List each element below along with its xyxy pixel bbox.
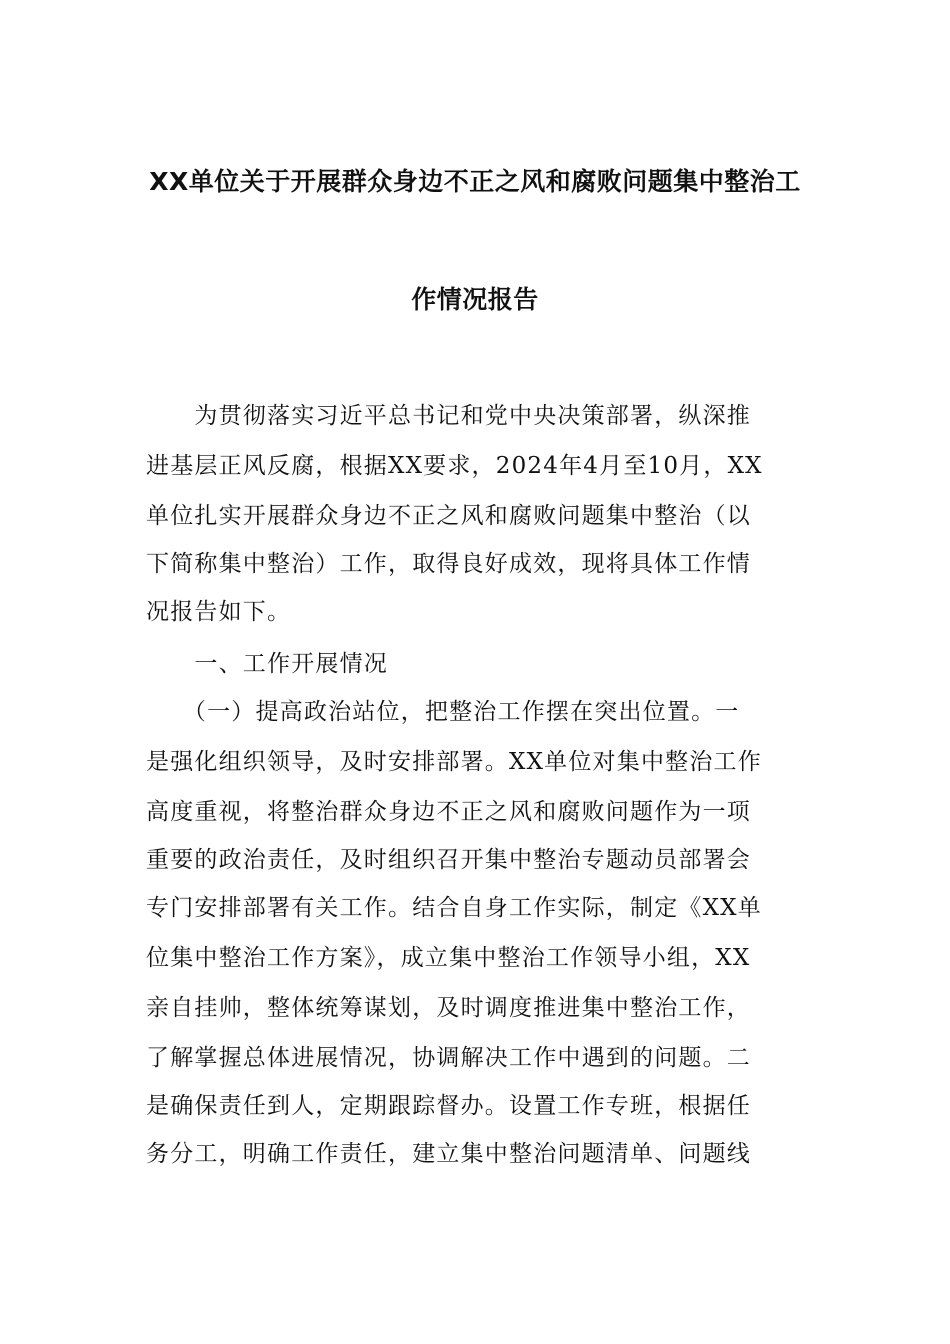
paragraph-line: 务分工，明确工作责任，建立集中整治问题清单、问题线 (146, 1141, 751, 1167)
paragraph-line: 是确保责任到人，定期跟踪督办。设置工作专班，根据任 (146, 1093, 751, 1119)
paragraph-line: 了解掌握总体进展情况，协调解决工作中遇到的问题。二 (146, 1045, 751, 1071)
subsection-heading-line: （一）提高政治站位，把整治工作摆在突出位置。一 (146, 699, 740, 725)
paragraph-line: 位集中整治工作方案》，成立集中整治工作领导小组，XX (146, 945, 751, 971)
paragraph-line: 专门安排部署有关工作。结合自身工作实际，制定《XX单 (146, 895, 762, 921)
paragraph-line: 下简称集中整治）工作，取得良好成效，现将具体工作情 (146, 551, 751, 577)
paragraph-line: 单位扎实开展群众身边不正之风和腐败问题集中整治（以 (146, 503, 751, 529)
paragraph-line: 为贯彻落实习近平总书记和党中央决策部署，纵深推 (146, 403, 751, 429)
document-title-line-2: 作情况报告 (411, 285, 539, 314)
paragraph-line: 重要的政治责任，及时组织召开集中整治专题动员部署会 (146, 847, 751, 873)
paragraph-line: 亲自挂帅，整体统筹谋划，及时调度推进集中整治工作， (146, 995, 751, 1021)
document-title-line-1: XX单位关于开展群众身边不正之风和腐败问题集中整治工 (149, 167, 801, 196)
paragraph-line: 高度重视，将整治群众身边不正之风和腐败问题作为一项 (146, 799, 751, 825)
section-heading: 一、工作开展情况 (146, 651, 388, 677)
paragraph-line: 况报告如下。 (146, 599, 292, 625)
paragraph-line: 进基层正风反腐，根据XX要求，2024年4月至10月，XX (146, 453, 763, 479)
paragraph-line: 是强化组织领导，及时安排部署。XX单位对集中整治工作 (146, 749, 762, 775)
